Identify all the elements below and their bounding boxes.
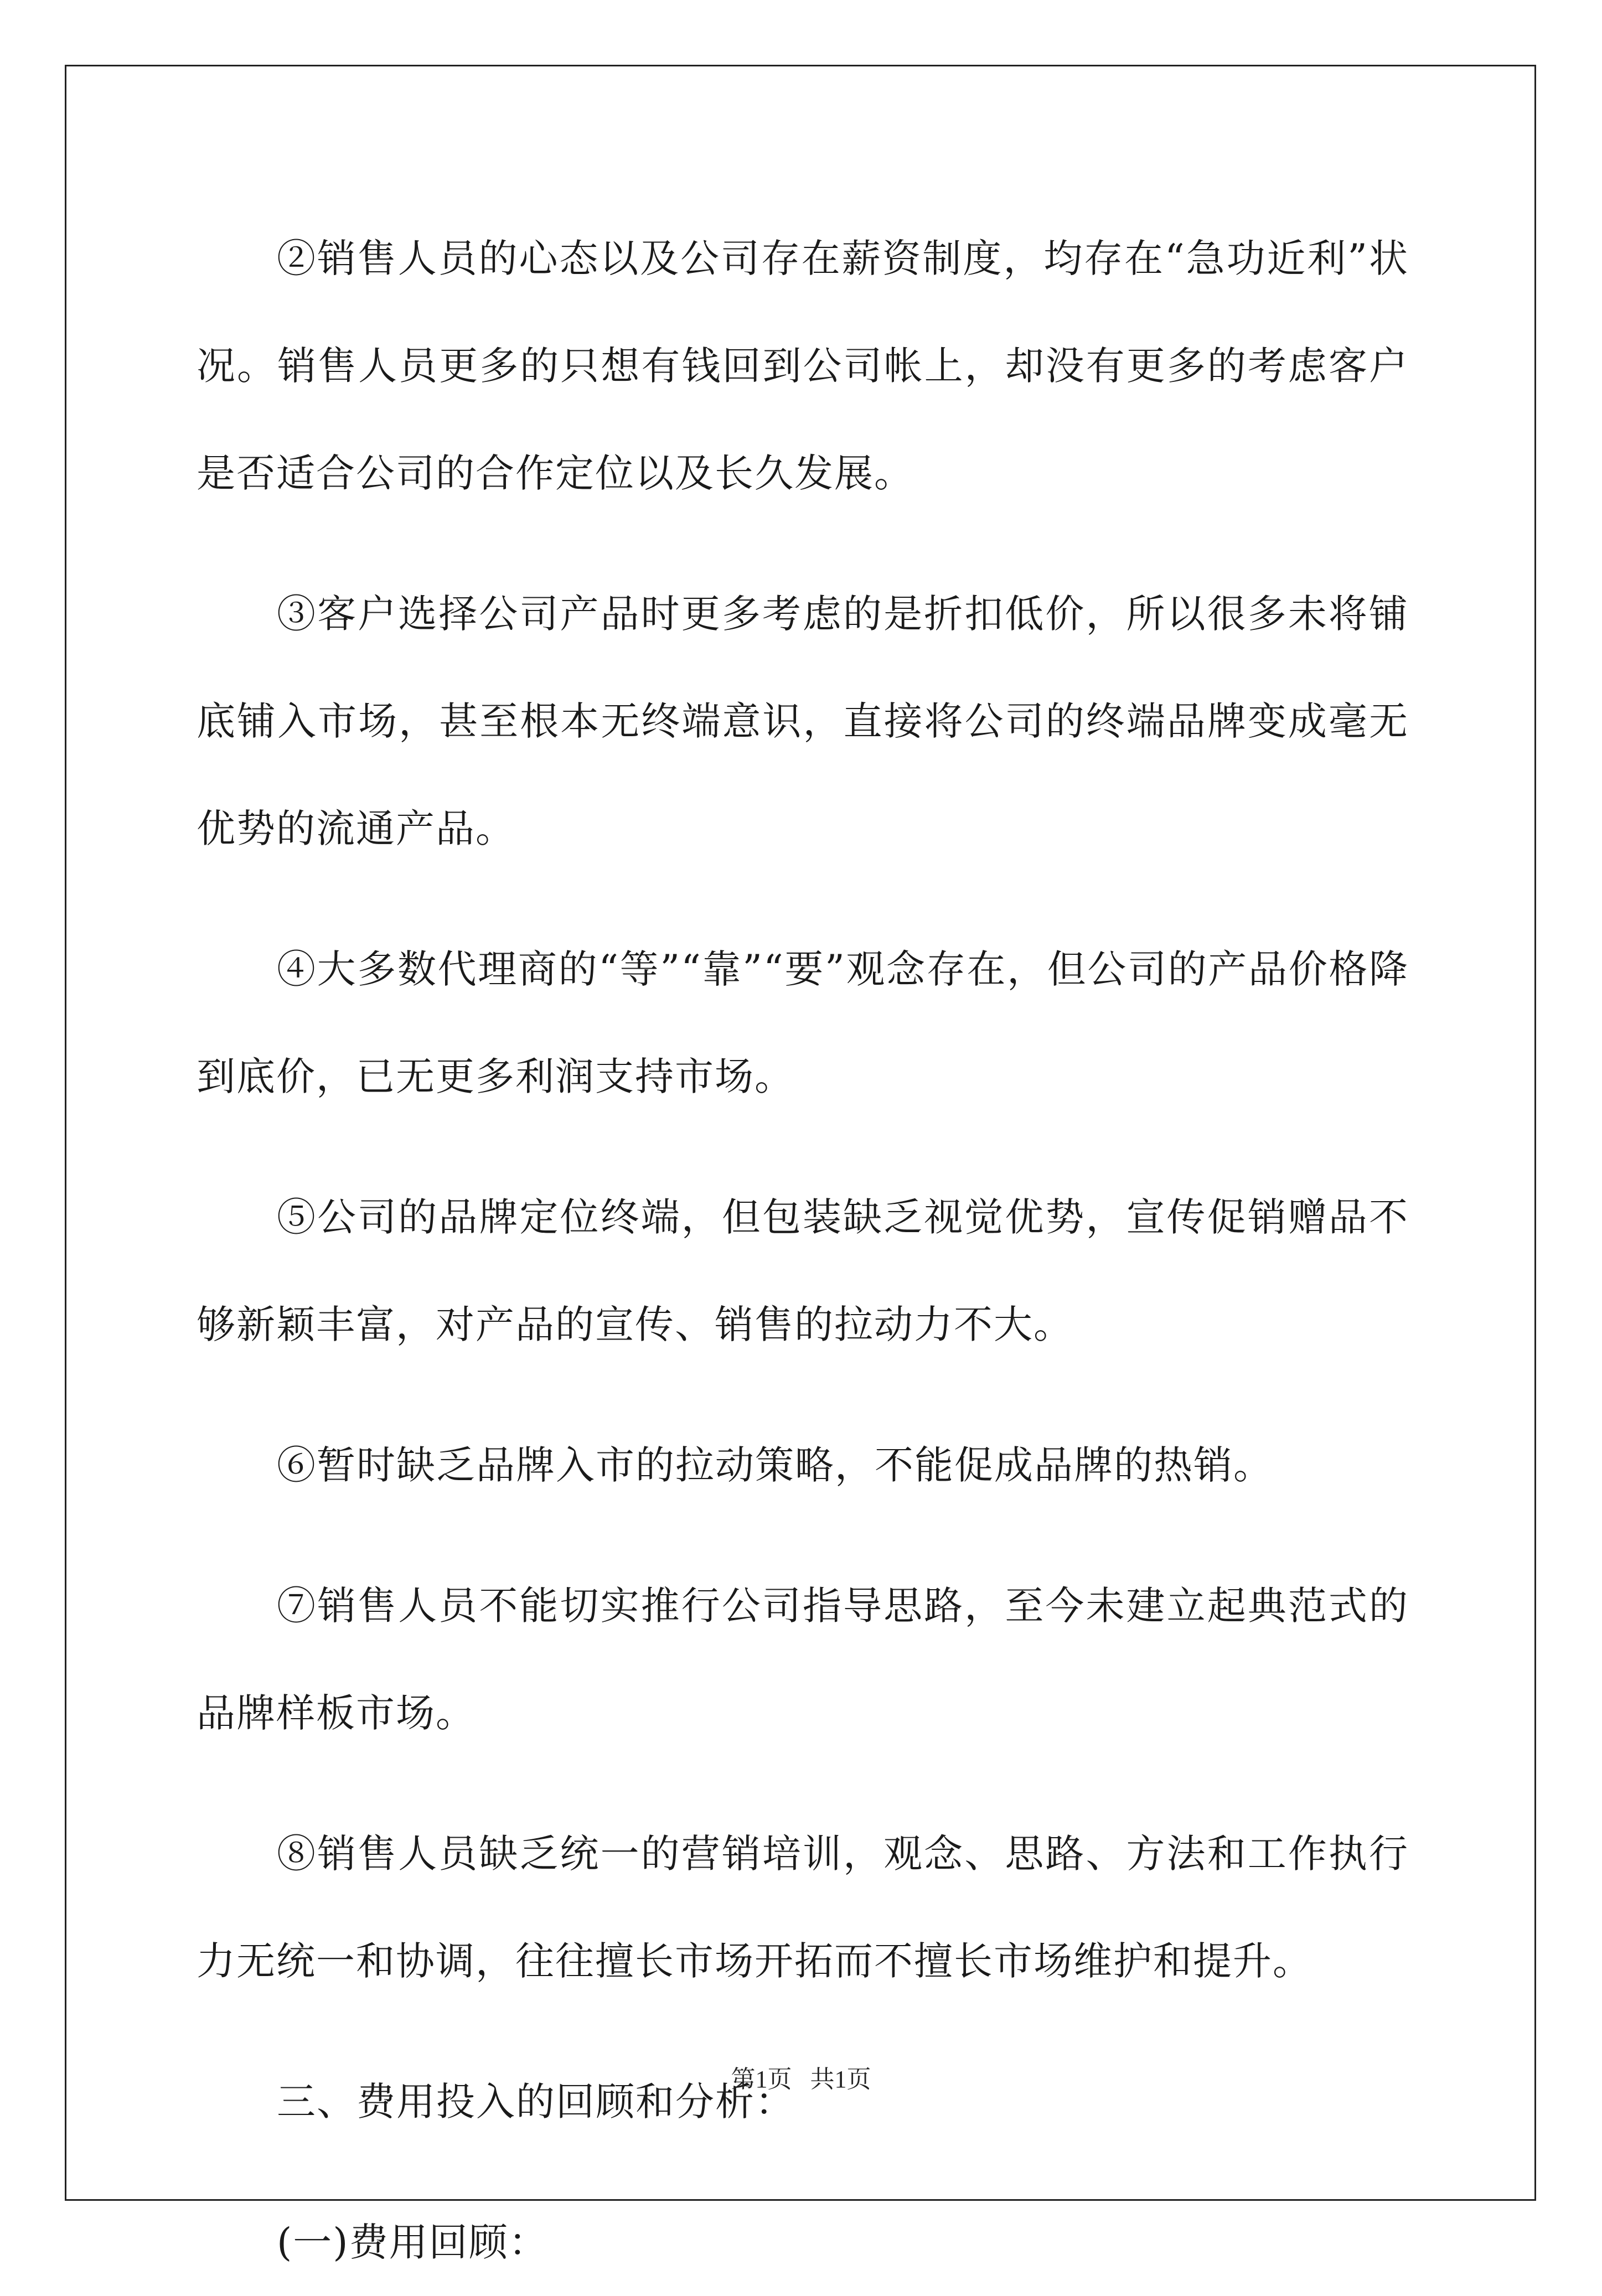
paragraph-8: ⑧销售人员缺乏统一的营销培训，观念、思路、方法和工作执行力无统一和协调，往往擅长市场开拓而不擅长市场维护和提升。 <box>197 1831 1409 1984</box>
section-heading: 三、费用投入的回顾和分析： <box>277 2079 795 2124</box>
paragraph-3: ③客户选择公司产品时更多考虑的是折扣低价，所以很多未将铺底铺入市场，甚至根本无终端意识，直接将公司的终端品牌变成毫无优势的流通产品。 <box>197 591 1409 851</box>
paragraph-2: ②销售人员的心态以及公司存在薪资制度，均存在“急功近利”状况。销售人员更多的只想有钱回到公司帐上，却没有更多的考虑客户是否适合公司的合作定位以及长久发展。 <box>197 236 1409 496</box>
paragraph-6: ⑥暂时缺乏品牌入市的拉动策略，不能促成品牌的热销。 <box>277 1442 1273 1488</box>
page-number: 第1页 共1页 <box>731 2066 871 2093</box>
paragraph-7: ⑦销售人员不能切实推行公司指导思路，至今未建立起典范式的品牌样板市场。 <box>197 1583 1409 1736</box>
paragraph-5: ⑤公司的品牌定位终端，但包装缺乏视觉优势，宣传促销赠品不够新颖丰富，对产品的宣传、销售的拉动力不大。 <box>197 1194 1409 1347</box>
subsection-heading: (一)费用回顾： <box>277 2220 549 2265</box>
paragraph-4: ④大多数代理商的“等”“靠”“要”观念存在，但公司的产品价格降到底价，已无更多利润支持市场。 <box>197 947 1409 1099</box>
document-body <box>197 205 1409 2296</box>
